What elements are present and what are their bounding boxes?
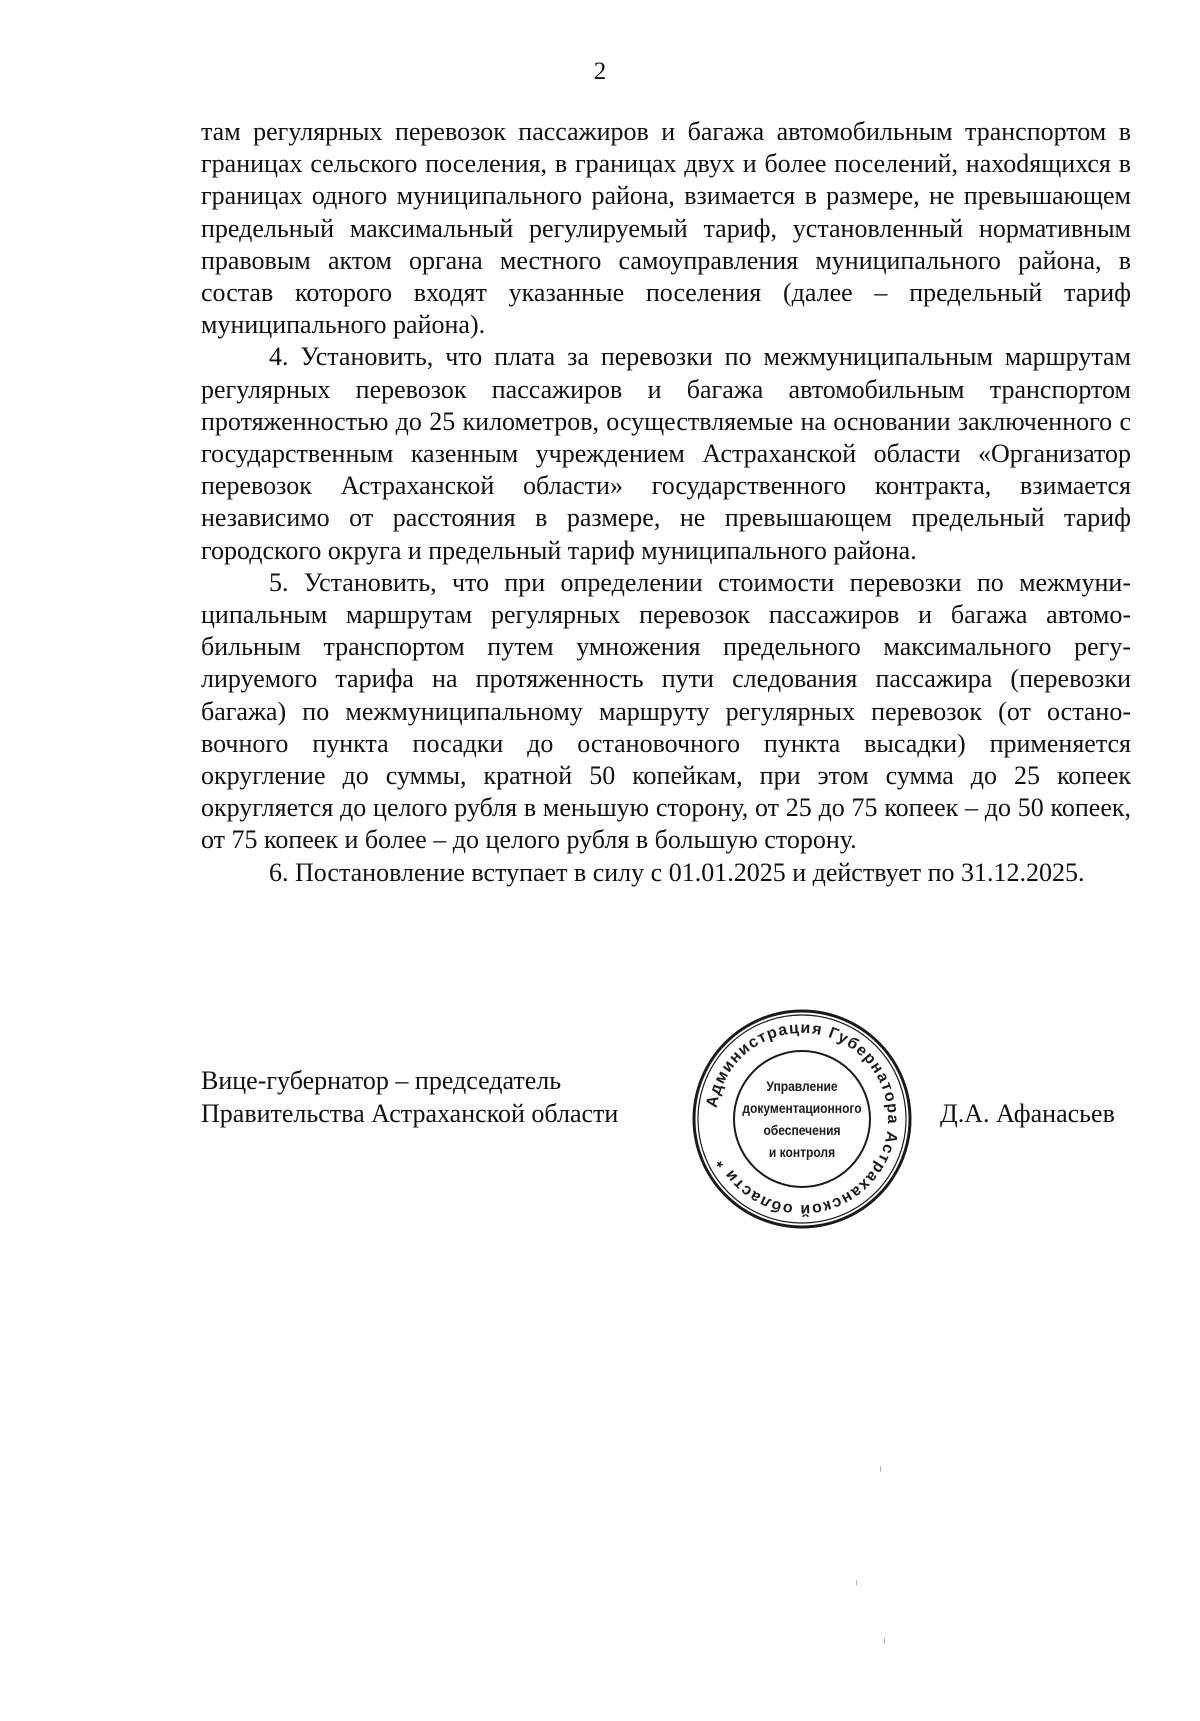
paragraph-item-5: 5. Установить, что при определении стоимости перевозки по межмуниципальным маршрутам регулярных перевозок пассажиров и багажа автомобильным транспортом путем умножения предельного максимального регулируемого тарифа на протяженность пути следования пассажира (перевозки багажа) по межмуниципальному маршруту регулярных перевозок (от остановочного пункта посадки до остановочного пункта высадки) применяется округление до суммы, кратной 50 копейкам, при этом сумма до 25 копеек округляется до целого рубля в меньшую сторону, от 25 до 75 копеек – до 50 копеек, от 75 копеек и более – до целого рубля в большую сторону. — [201, 567, 1131, 855]
page-number: 2 — [593, 58, 607, 85]
paragraph-item-6: 6. Постановление вступает в силу с 01.01.2025 и действует по 31.12.2025. — [269, 857, 1085, 887]
document-body — [201, 116, 1131, 889]
paragraph-item-4: 4. Установить, что плата за перевозки по межмуниципальным маршрутам регулярных перевозок пассажиров и багажа автомобильным транспортом протяженностью до 25 километров, осуществляемые на основании заключенного с государственным казенным учреждением Астраханской области «Организатор перевозок Астраханской области» государственного контракта, взимается независимо от расстояния в размере, не превышающем предельный тариф городского округа и предельный тариф муниципального района. — [201, 342, 1131, 565]
seal-ring-text: Администрация Губернатора Астраханской области * — [703, 1019, 902, 1219]
signatory-position — [201, 1064, 618, 1130]
signatory-position-line-1: Вице-губернатор – председатель — [201, 1066, 562, 1095]
paragraph-continuation: там регулярных перевозок пассажиров и багажа автомобильным транспортом в границах сельского поселения, в границах двух и более поселений, нахоdящихся в границах одного муниципального района, взимается в размере, не превышающем предельный максимальный регулируемый тариф, установленный нормативным правовым актом органа местного самоуправления муниципального района, в состав которого входят указанные поселения (далее – предельный тариф муниципального района). — [201, 117, 1131, 340]
scan-speck — [856, 1580, 857, 1585]
official-seal — [690, 1007, 914, 1231]
seal-line-1: Управление — [766, 1078, 838, 1094]
seal-line-3: обеспечения — [763, 1122, 841, 1138]
seal-line-2: документационного — [742, 1100, 862, 1116]
signatory-position-line-2: Правительства Астраханской области — [201, 1099, 619, 1128]
seal-line-4: и контроля — [768, 1144, 836, 1160]
signatory-name: Д.А. Афанасьев — [940, 1099, 1115, 1128]
scan-speck — [884, 1638, 885, 1644]
seal-center-text — [742, 1061, 862, 1177]
scan-speck — [880, 1466, 881, 1472]
